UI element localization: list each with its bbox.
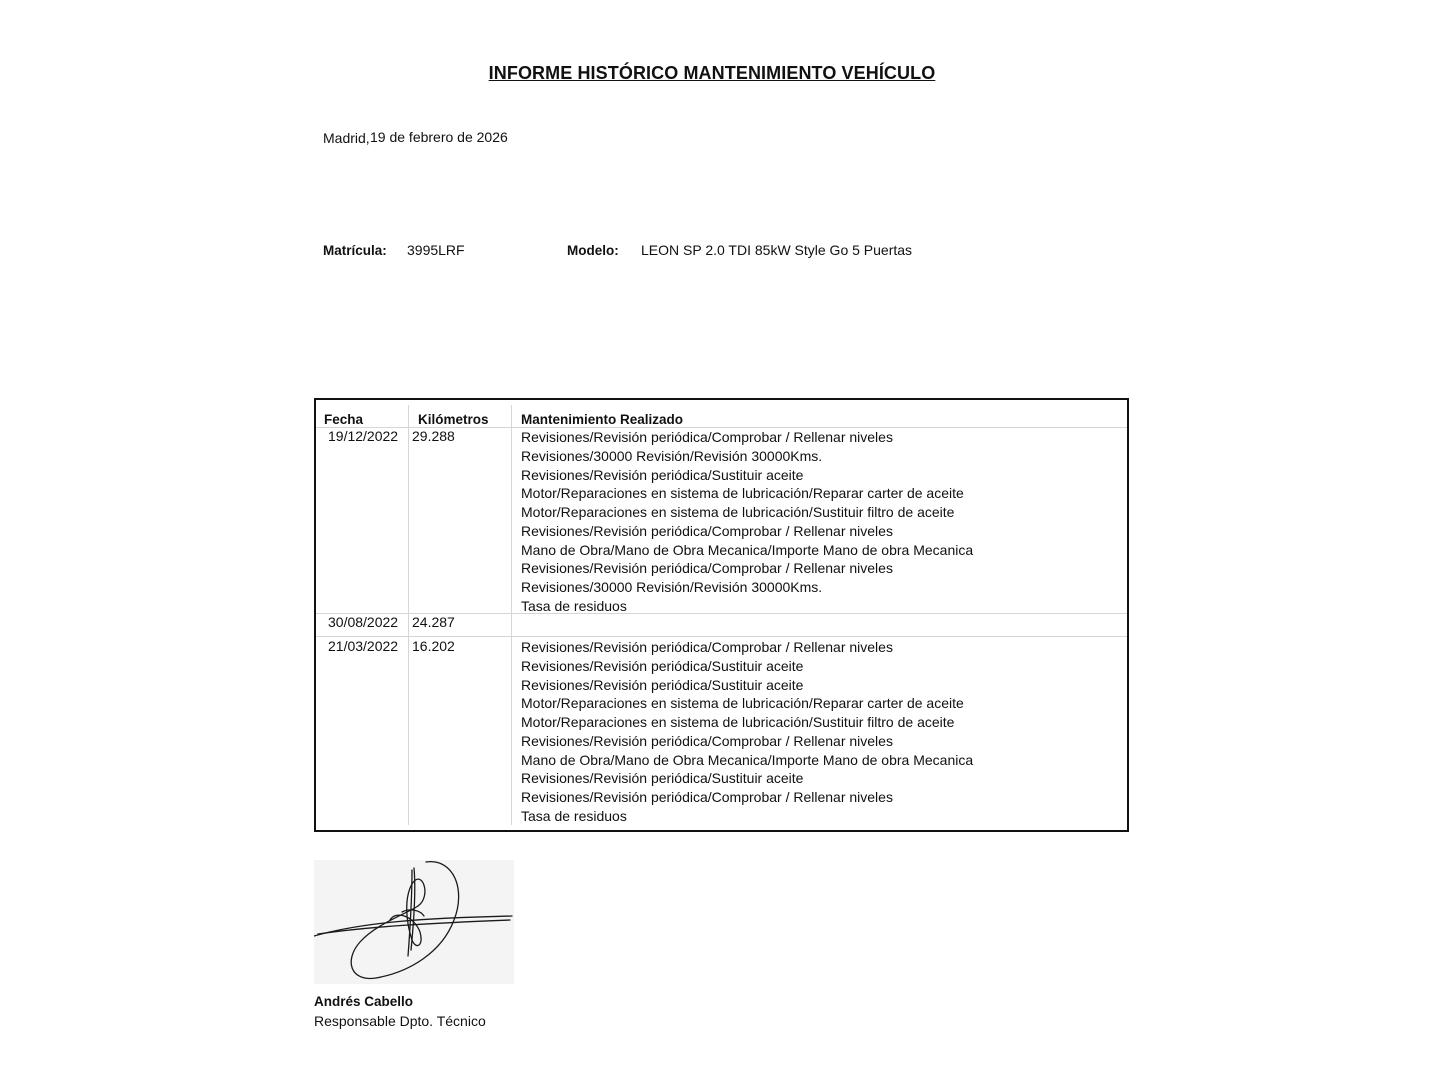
maintenance-item: Tasa de residuos: [521, 807, 627, 824]
maintenance-item: Revisiones/Revisión periódica/Comprobar / Rellenar niveles: [521, 789, 893, 805]
plate-label: Matrícula:: [323, 243, 387, 258]
maintenance-item: Revisiones/Revisión periódica/Comprobar / Rellenar niveles: [521, 560, 893, 577]
maintenance-item: Revisiones/Revisión periódica/Sustituir aceite: [521, 466, 804, 483]
row-date: 30/08/2022: [328, 614, 399, 630]
row-divider: [316, 636, 1127, 637]
row-maintenance-list: [521, 638, 973, 826]
column-header-date: Fecha: [324, 412, 364, 427]
maintenance-item: Revisiones/30000 Revisión/Revisión 30000Kms.: [521, 447, 823, 464]
report-title: INFORME HISTÓRICO MANTENIMIENTO VEHÍCULO: [488, 63, 936, 83]
signer-role: Responsable Dpto. Técnico: [314, 1013, 486, 1029]
column-header-km: Kilómetros: [418, 412, 489, 427]
maintenance-item: Revisiones/Revisión periódica/Comprobar / Rellenar niveles: [521, 639, 893, 655]
maintenance-item: Mano de Obra/Mano de Obra Mecanica/Importe Mano de obra Mecanica: [521, 541, 974, 558]
model-label: Modelo:: [567, 243, 619, 258]
maintenance-item: Motor/Reparaciones en sistema de lubricación/Reparar carter de aceite: [521, 695, 964, 712]
maintenance-item: Motor/Reparaciones en sistema de lubricación/Reparar carter de aceite: [521, 485, 964, 502]
maintenance-item: Motor/Reparaciones en sistema de lubricación/Sustituir filtro de aceite: [521, 504, 955, 520]
row-date: 21/03/2022: [328, 638, 399, 654]
row-km: 16.202: [412, 638, 455, 654]
row-maintenance-list: [521, 428, 973, 616]
column-divider: [408, 405, 409, 825]
row-km: 24.287: [412, 614, 455, 630]
row-km: 29.288: [412, 428, 455, 444]
maintenance-item: Revisiones/Revisión periódica/Sustituir aceite: [521, 770, 804, 787]
row-date: 19/12/2022: [328, 428, 399, 444]
maintenance-item: Revisiones/Revisión periódica/Comprobar / Rellenar niveles: [521, 429, 893, 445]
maintenance-item: Motor/Reparaciones en sistema de lubricación/Sustituir filtro de aceite: [521, 714, 955, 730]
signer-name: Andrés Cabello: [314, 994, 414, 1009]
plate-value: 3995LRF: [407, 242, 465, 258]
column-header-maintenance: Mantenimiento Realizado: [521, 412, 684, 427]
handwritten-signature: [314, 860, 514, 984]
report-date: 19 de febrero de 2026: [370, 129, 508, 145]
model-value: LEON SP 2.0 TDI 85kW Style Go 5 Puertas: [641, 242, 913, 258]
report-city: Madrid,: [323, 130, 370, 146]
maintenance-item: Revisiones/30000 Revisión/Revisión 30000Kms.: [521, 579, 823, 595]
maintenance-item: Revisiones/Revisión periódica/Comprobar / Rellenar niveles: [521, 522, 893, 539]
maintenance-item: Mano de Obra/Mano de Obra Mecanica/Importe Mano de obra Mecanica: [521, 751, 974, 768]
maintenance-table: [314, 398, 1129, 832]
column-divider: [511, 405, 512, 825]
maintenance-item: Revisiones/Revisión periódica/Sustituir aceite: [521, 676, 804, 693]
maintenance-item: Revisiones/Revisión periódica/Sustituir aceite: [521, 657, 804, 674]
maintenance-item: Tasa de residuos: [521, 597, 627, 614]
maintenance-item: Revisiones/Revisión periódica/Comprobar / Rellenar niveles: [521, 732, 893, 749]
